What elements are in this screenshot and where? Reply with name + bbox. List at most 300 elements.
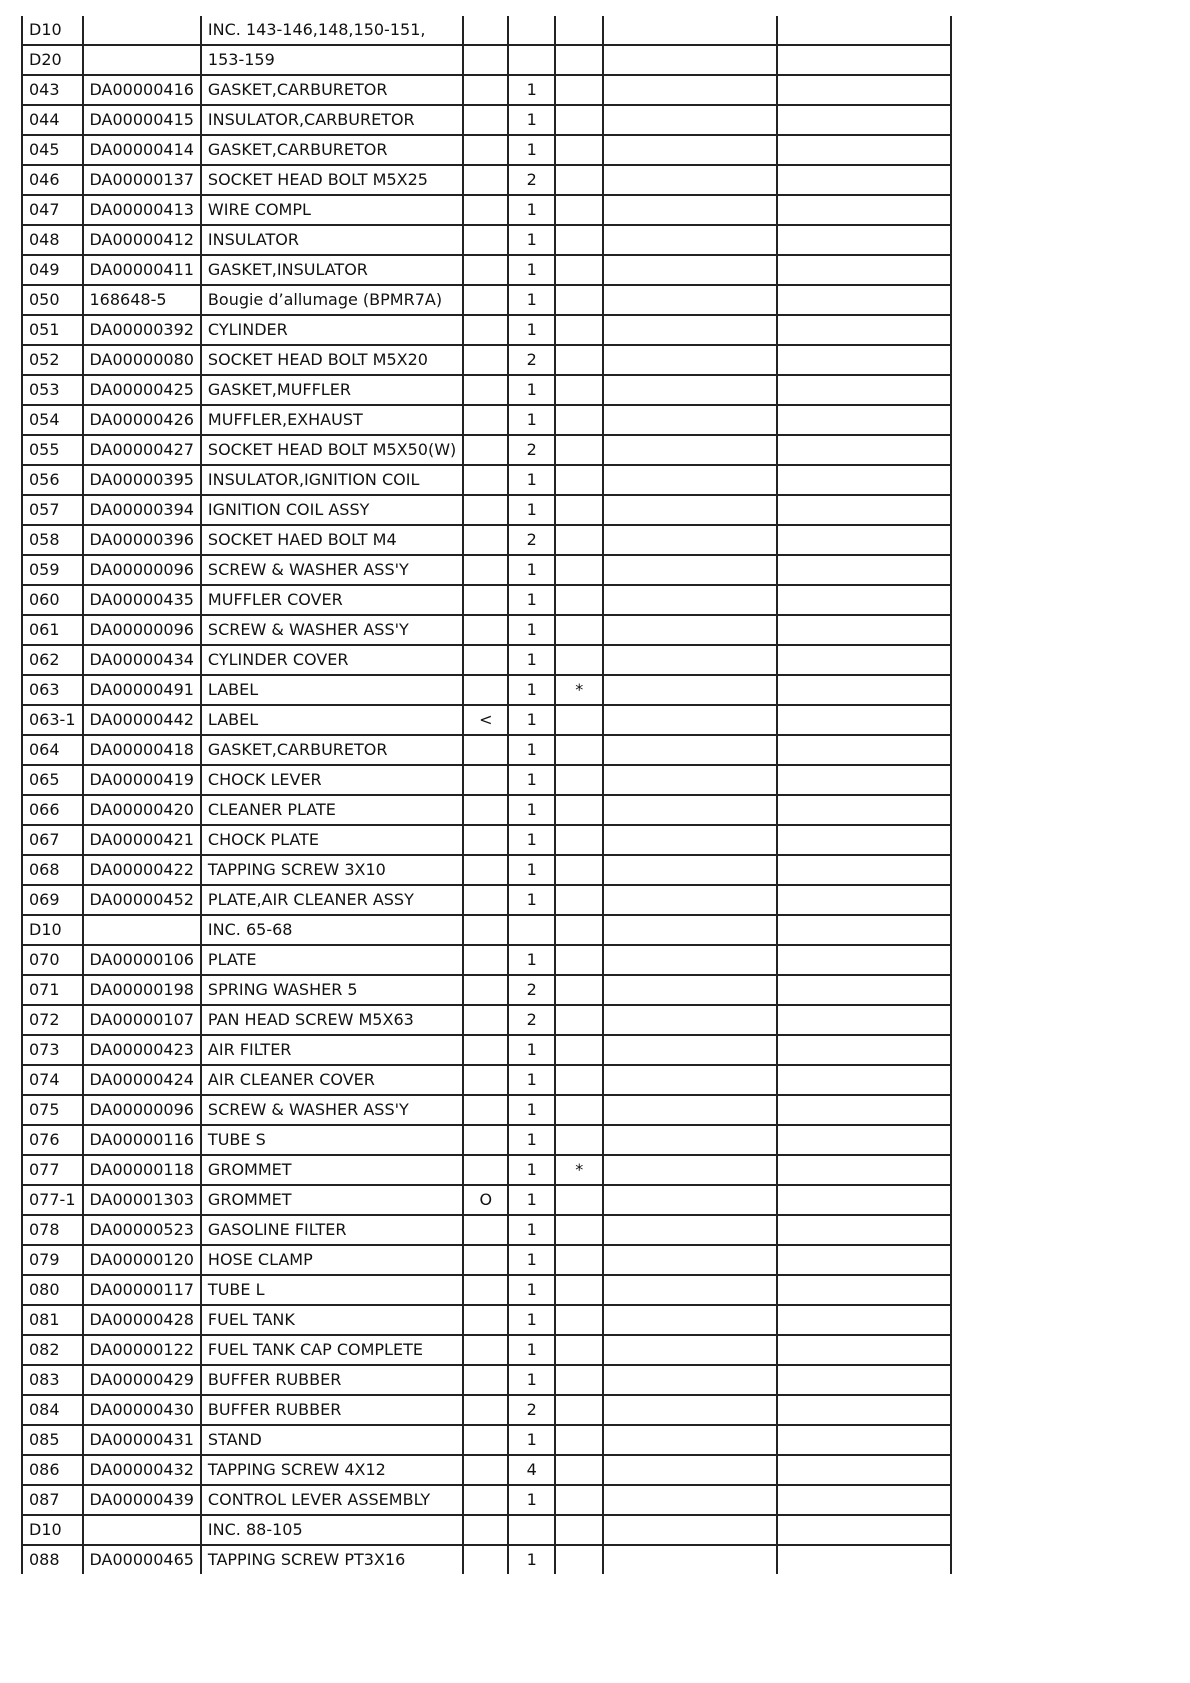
ref-number-cell: 049 [22, 255, 83, 285]
table-row [22, 1125, 951, 1155]
empty-cell [603, 135, 777, 165]
note-cell [463, 405, 508, 435]
empty-cell [603, 1515, 777, 1545]
ref-number-cell: 047 [22, 195, 83, 225]
mark-cell [555, 885, 603, 915]
ref-number-cell: 081 [22, 1305, 83, 1335]
ref-number-cell: 054 [22, 405, 83, 435]
part-number-cell: DA00000107 [83, 1005, 201, 1035]
table-row [22, 195, 951, 225]
empty-cell [603, 1005, 777, 1035]
mark-cell [555, 1545, 603, 1574]
ref-number-cell: 085 [22, 1425, 83, 1455]
empty-cell [777, 1275, 951, 1305]
table-row [22, 765, 951, 795]
ref-number-cell: 077 [22, 1155, 83, 1185]
part-number-cell: DA00000428 [83, 1305, 201, 1335]
note-cell [463, 465, 508, 495]
description-cell: SCREW & WASHER ASS'Y [201, 1095, 463, 1125]
description-cell: MUFFLER,EXHAUST [201, 405, 463, 435]
empty-cell [603, 16, 777, 45]
note-cell [463, 1425, 508, 1455]
mark-cell [555, 1215, 603, 1245]
ref-number-cell: 077-1 [22, 1185, 83, 1215]
description-cell: PLATE,AIR CLEANER ASSY [201, 885, 463, 915]
quantity-cell: 1 [508, 645, 555, 675]
note-cell [463, 1395, 508, 1425]
empty-cell [603, 1545, 777, 1574]
note-cell [463, 435, 508, 465]
note-cell [463, 1215, 508, 1245]
table-row [22, 1065, 951, 1095]
note-cell [463, 1455, 508, 1485]
part-number-cell [83, 1515, 201, 1545]
part-number-cell: DA00000198 [83, 975, 201, 1005]
description-cell: CYLINDER [201, 315, 463, 345]
ref-number-cell: 048 [22, 225, 83, 255]
empty-cell [777, 105, 951, 135]
part-number-cell: DA00000418 [83, 735, 201, 765]
table-row [22, 615, 951, 645]
table-row [22, 855, 951, 885]
empty-cell [603, 405, 777, 435]
quantity-cell: 1 [508, 1035, 555, 1065]
ref-number-cell: 078 [22, 1215, 83, 1245]
mark-cell [555, 645, 603, 675]
ref-number-cell: 073 [22, 1035, 83, 1065]
description-cell: SCREW & WASHER ASS'Y [201, 615, 463, 645]
part-number-cell: DA00000137 [83, 165, 201, 195]
table-row [22, 1365, 951, 1395]
empty-cell [777, 435, 951, 465]
ref-number-cell: 059 [22, 555, 83, 585]
empty-cell [777, 1395, 951, 1425]
part-number-cell: DA00000452 [83, 885, 201, 915]
ref-number-cell: 066 [22, 795, 83, 825]
empty-cell [777, 1425, 951, 1455]
table-row [22, 1455, 951, 1485]
part-number-cell: DA00000434 [83, 645, 201, 675]
empty-cell [603, 705, 777, 735]
empty-cell [777, 885, 951, 915]
table-row [22, 645, 951, 675]
description-cell: BUFFER RUBBER [201, 1395, 463, 1425]
quantity-cell: 1 [508, 705, 555, 735]
ref-number-cell: D20 [22, 45, 83, 75]
quantity-cell: 1 [508, 1425, 555, 1455]
note-cell [463, 1545, 508, 1574]
mark-cell [555, 315, 603, 345]
note-cell [463, 525, 508, 555]
quantity-cell: 1 [508, 765, 555, 795]
description-cell: CHOCK LEVER [201, 765, 463, 795]
empty-cell [603, 75, 777, 105]
part-number-cell [83, 915, 201, 945]
quantity-cell: 2 [508, 435, 555, 465]
quantity-cell: 1 [508, 1215, 555, 1245]
quantity-cell: 1 [508, 1245, 555, 1275]
empty-cell [603, 885, 777, 915]
empty-cell [777, 765, 951, 795]
part-number-cell: DA00000419 [83, 765, 201, 795]
part-number-cell: DA00000096 [83, 615, 201, 645]
quantity-cell [508, 16, 555, 45]
ref-number-cell: D10 [22, 16, 83, 45]
description-cell: IGNITION COIL ASSY [201, 495, 463, 525]
part-number-cell: 168648-5 [83, 285, 201, 315]
part-number-cell: DA00000116 [83, 1125, 201, 1155]
ref-number-cell: 052 [22, 345, 83, 375]
quantity-cell: 1 [508, 1275, 555, 1305]
mark-cell [555, 1425, 603, 1455]
note-cell [463, 795, 508, 825]
mark-cell [555, 1245, 603, 1275]
description-cell: BUFFER RUBBER [201, 1365, 463, 1395]
note-cell [463, 1365, 508, 1395]
quantity-cell: 1 [508, 825, 555, 855]
note-cell [463, 1125, 508, 1155]
empty-cell [777, 465, 951, 495]
table-row [22, 1185, 951, 1215]
description-cell: TAPPING SCREW PT3X16 [201, 1545, 463, 1574]
empty-cell [777, 525, 951, 555]
note-cell [463, 1275, 508, 1305]
description-cell: INC. 88-105 [201, 1515, 463, 1545]
table-row [22, 975, 951, 1005]
mark-cell [555, 285, 603, 315]
mark-cell [555, 1395, 603, 1425]
mark-cell [555, 555, 603, 585]
table-row [22, 495, 951, 525]
ref-number-cell: 064 [22, 735, 83, 765]
table-row [22, 705, 951, 735]
part-number-cell: DA00000096 [83, 555, 201, 585]
empty-cell [603, 195, 777, 225]
empty-cell [603, 105, 777, 135]
part-number-cell: DA00001303 [83, 1185, 201, 1215]
part-number-cell: DA00000491 [83, 675, 201, 705]
quantity-cell: 1 [508, 1095, 555, 1125]
quantity-cell [508, 915, 555, 945]
part-number-cell: DA00000425 [83, 375, 201, 405]
note-cell [463, 105, 508, 135]
ref-number-cell: 056 [22, 465, 83, 495]
part-number-cell: DA00000395 [83, 465, 201, 495]
quantity-cell: 1 [508, 1365, 555, 1395]
description-cell: PAN HEAD SCREW M5X63 [201, 1005, 463, 1035]
description-cell: GASOLINE FILTER [201, 1215, 463, 1245]
part-number-cell: DA00000106 [83, 945, 201, 975]
empty-cell [777, 1185, 951, 1215]
ref-number-cell: 087 [22, 1485, 83, 1515]
note-cell [463, 1065, 508, 1095]
empty-cell [777, 16, 951, 45]
empty-cell [777, 855, 951, 885]
mark-cell [555, 1515, 603, 1545]
table-row [22, 1155, 951, 1185]
empty-cell [777, 615, 951, 645]
note-cell [463, 945, 508, 975]
description-cell: SOCKET HEAD BOLT M5X25 [201, 165, 463, 195]
quantity-cell: 1 [508, 495, 555, 525]
table-row [22, 1545, 951, 1574]
quantity-cell: 2 [508, 1395, 555, 1425]
empty-cell [777, 1125, 951, 1155]
description-cell: SOCKET HAED BOLT M4 [201, 525, 463, 555]
note-cell [463, 195, 508, 225]
table-row [22, 435, 951, 465]
table-row [22, 16, 951, 45]
empty-cell [777, 675, 951, 705]
description-cell: FUEL TANK CAP COMPLETE [201, 1335, 463, 1365]
parts-table-body [22, 16, 951, 1574]
note-cell [463, 255, 508, 285]
quantity-cell [508, 1515, 555, 1545]
ref-number-cell: 044 [22, 105, 83, 135]
ref-number-cell: 063 [22, 675, 83, 705]
mark-cell [555, 615, 603, 645]
empty-cell [777, 1065, 951, 1095]
part-number-cell: DA00000431 [83, 1425, 201, 1455]
mark-cell [555, 705, 603, 735]
empty-cell [603, 585, 777, 615]
note-cell [463, 45, 508, 75]
description-cell: 153-159 [201, 45, 463, 75]
empty-cell [777, 1305, 951, 1335]
empty-cell [777, 795, 951, 825]
empty-cell [777, 1335, 951, 1365]
empty-cell [777, 825, 951, 855]
mark-cell [555, 375, 603, 405]
empty-cell [603, 1035, 777, 1065]
note-cell [463, 885, 508, 915]
note-cell [463, 825, 508, 855]
quantity-cell: 1 [508, 615, 555, 645]
description-cell: TUBE L [201, 1275, 463, 1305]
mark-cell [555, 405, 603, 435]
quantity-cell: 2 [508, 1005, 555, 1035]
empty-cell [603, 315, 777, 345]
mark-cell [555, 975, 603, 1005]
ref-number-cell: 053 [22, 375, 83, 405]
quantity-cell: 1 [508, 885, 555, 915]
description-cell: CLEANER PLATE [201, 795, 463, 825]
empty-cell [777, 1095, 951, 1125]
table-row [22, 1245, 951, 1275]
part-number-cell: DA00000523 [83, 1215, 201, 1245]
description-cell: LABEL [201, 705, 463, 735]
table-row [22, 1425, 951, 1455]
note-cell [463, 1305, 508, 1335]
empty-cell [603, 555, 777, 585]
note-cell [463, 1005, 508, 1035]
description-cell: CYLINDER COVER [201, 645, 463, 675]
description-cell: CHOCK PLATE [201, 825, 463, 855]
ref-number-cell: 088 [22, 1545, 83, 1574]
mark-cell [555, 1035, 603, 1065]
note-cell [463, 585, 508, 615]
description-cell: GASKET,INSULATOR [201, 255, 463, 285]
quantity-cell: 1 [508, 405, 555, 435]
empty-cell [777, 495, 951, 525]
note-cell [463, 975, 508, 1005]
quantity-cell: 1 [508, 195, 555, 225]
mark-cell: * [555, 675, 603, 705]
note-cell [463, 315, 508, 345]
ref-number-cell: 061 [22, 615, 83, 645]
quantity-cell: 1 [508, 795, 555, 825]
note-cell [463, 225, 508, 255]
note-cell [463, 375, 508, 405]
ref-number-cell: 069 [22, 885, 83, 915]
empty-cell [777, 975, 951, 1005]
table-row [22, 105, 951, 135]
empty-cell [603, 1395, 777, 1425]
description-cell: LABEL [201, 675, 463, 705]
mark-cell [555, 495, 603, 525]
part-number-cell: DA00000421 [83, 825, 201, 855]
part-number-cell: DA00000429 [83, 1365, 201, 1395]
ref-number-cell: 063-1 [22, 705, 83, 735]
empty-cell [777, 705, 951, 735]
mark-cell [555, 225, 603, 255]
quantity-cell: 2 [508, 345, 555, 375]
table-row [22, 675, 951, 705]
ref-number-cell: 072 [22, 1005, 83, 1035]
quantity-cell: 1 [508, 315, 555, 345]
table-row [22, 1095, 951, 1125]
table-row [22, 1035, 951, 1065]
empty-cell [777, 1005, 951, 1035]
note-cell [463, 165, 508, 195]
mark-cell [555, 945, 603, 975]
part-number-cell: DA00000420 [83, 795, 201, 825]
mark-cell [555, 1455, 603, 1485]
mark-cell [555, 16, 603, 45]
part-number-cell: DA00000118 [83, 1155, 201, 1185]
quantity-cell: 1 [508, 1335, 555, 1365]
part-number-cell: DA00000414 [83, 135, 201, 165]
empty-cell [777, 555, 951, 585]
quantity-cell: 1 [508, 945, 555, 975]
note-cell [463, 915, 508, 945]
empty-cell [777, 585, 951, 615]
part-number-cell: DA00000427 [83, 435, 201, 465]
quantity-cell: 1 [508, 105, 555, 135]
part-number-cell: DA00000080 [83, 345, 201, 375]
empty-cell [603, 915, 777, 945]
part-number-cell: DA00000415 [83, 105, 201, 135]
mark-cell [555, 795, 603, 825]
description-cell: GASKET,MUFFLER [201, 375, 463, 405]
table-row [22, 255, 951, 285]
empty-cell [603, 1425, 777, 1455]
mark-cell [555, 105, 603, 135]
empty-cell [603, 285, 777, 315]
description-cell: GASKET,CARBURETOR [201, 135, 463, 165]
description-cell: SPRING WASHER 5 [201, 975, 463, 1005]
empty-cell [603, 465, 777, 495]
note-cell: O [463, 1185, 508, 1215]
quantity-cell: 1 [508, 375, 555, 405]
empty-cell [777, 915, 951, 945]
note-cell [463, 345, 508, 375]
part-number-cell [83, 16, 201, 45]
empty-cell [603, 225, 777, 255]
empty-cell [603, 525, 777, 555]
table-row [22, 375, 951, 405]
ref-number-cell: 080 [22, 1275, 83, 1305]
mark-cell [555, 1365, 603, 1395]
ref-number-cell: 084 [22, 1395, 83, 1425]
note-cell [463, 855, 508, 885]
mark-cell [555, 915, 603, 945]
part-number-cell: DA00000416 [83, 75, 201, 105]
empty-cell [603, 615, 777, 645]
table-row [22, 945, 951, 975]
quantity-cell: 2 [508, 165, 555, 195]
mark-cell [555, 855, 603, 885]
table-row [22, 1215, 951, 1245]
table-row [22, 225, 951, 255]
empty-cell [603, 435, 777, 465]
note-cell [463, 1095, 508, 1125]
empty-cell [603, 375, 777, 405]
ref-number-cell: 046 [22, 165, 83, 195]
description-cell: INSULATOR,IGNITION COIL [201, 465, 463, 495]
quantity-cell [508, 45, 555, 75]
quantity-cell: 2 [508, 525, 555, 555]
empty-cell [603, 255, 777, 285]
quantity-cell: 2 [508, 975, 555, 1005]
empty-cell [777, 1215, 951, 1245]
ref-number-cell: 083 [22, 1365, 83, 1395]
empty-cell [777, 225, 951, 255]
empty-cell [777, 195, 951, 225]
ref-number-cell: 070 [22, 945, 83, 975]
note-cell [463, 495, 508, 525]
ref-number-cell: 067 [22, 825, 83, 855]
description-cell: TAPPING SCREW 4X12 [201, 1455, 463, 1485]
empty-cell [603, 645, 777, 675]
empty-cell [603, 495, 777, 525]
empty-cell [603, 1245, 777, 1275]
empty-cell [603, 825, 777, 855]
description-cell: PLATE [201, 945, 463, 975]
description-cell: TUBE S [201, 1125, 463, 1155]
description-cell: CONTROL LEVER ASSEMBLY [201, 1485, 463, 1515]
table-row [22, 465, 951, 495]
empty-cell [603, 1215, 777, 1245]
parts-list-sheet [21, 16, 952, 1574]
ref-number-cell: 045 [22, 135, 83, 165]
empty-cell [603, 1455, 777, 1485]
empty-cell [777, 1035, 951, 1065]
part-number-cell: DA00000122 [83, 1335, 201, 1365]
note-cell [463, 1335, 508, 1365]
description-cell: GROMMET [201, 1155, 463, 1185]
mark-cell [555, 1185, 603, 1215]
note-cell [463, 135, 508, 165]
mark-cell [555, 345, 603, 375]
empty-cell [777, 735, 951, 765]
part-number-cell: DA00000392 [83, 315, 201, 345]
empty-cell [603, 945, 777, 975]
table-row [22, 1335, 951, 1365]
table-row [22, 165, 951, 195]
mark-cell [555, 525, 603, 555]
description-cell: GASKET,CARBURETOR [201, 735, 463, 765]
